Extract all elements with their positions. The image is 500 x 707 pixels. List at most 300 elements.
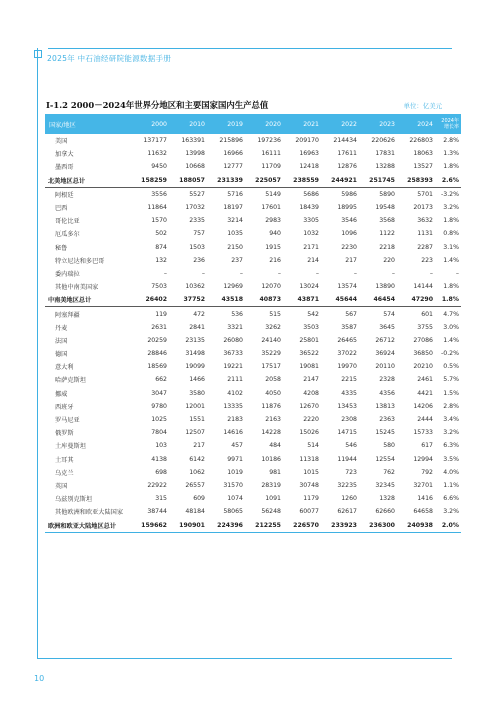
value-cell: 3047: [151, 389, 167, 397]
value-cell: 38744: [147, 508, 167, 516]
value-cell: 2218: [379, 243, 395, 251]
growth-rate-cell: -0.2%: [441, 350, 459, 358]
region-name-cell: 委内瑞拉: [55, 270, 80, 278]
value-cell: 19099: [185, 363, 205, 371]
value-cell: 698: [155, 468, 167, 476]
region-name-cell: 挪威: [55, 390, 68, 398]
value-cell: 26402: [131, 293, 169, 307]
table-body: [45, 134, 461, 532]
value-cell: 1122: [379, 230, 395, 238]
value-cell: 940: [269, 230, 281, 238]
value-cell: 2058: [265, 376, 281, 384]
table-title: I-1.2 2000－2024年世界分地区和主要国家国内生产总值: [46, 100, 269, 110]
value-cell: 36522: [299, 350, 319, 358]
value-cell: 4335: [341, 389, 357, 397]
page-number: 10: [34, 674, 45, 683]
value-cell: 1466: [189, 376, 205, 384]
value-cell: –: [277, 269, 281, 277]
table-row: [45, 134, 461, 147]
value-cell: 197236: [257, 137, 281, 145]
value-cell: 28319: [261, 481, 281, 489]
value-cell: 7503: [151, 283, 167, 291]
header-cell: 2021: [283, 114, 321, 134]
growth-rate-cell: 0.5%: [443, 363, 459, 371]
growth-rate-cell: 2.8%: [443, 402, 459, 410]
region-name-cell: 阿塞拜疆: [55, 311, 80, 319]
growth-rate-cell: -3.2%: [441, 190, 459, 198]
value-cell: 12670: [299, 402, 319, 410]
value-cell: 11318: [299, 455, 319, 463]
value-cell: 580: [383, 442, 395, 450]
value-cell: 13453: [337, 402, 357, 410]
region-name-cell: 欧洲和欧亚大陆地区总计: [45, 518, 131, 532]
growth-rate-cell: 4.0%: [443, 468, 459, 476]
growth-rate-cell: 3.2%: [443, 429, 459, 437]
value-cell: 26712: [375, 336, 395, 344]
value-cell: 515: [269, 310, 281, 318]
growth-rate-cell: 5.7%: [443, 376, 459, 384]
value-cell: 13890: [375, 283, 395, 291]
value-cell: 662: [155, 376, 167, 384]
value-cell: 233923: [321, 518, 359, 532]
value-cell: 224396: [207, 518, 245, 532]
value-cell: 32701: [413, 481, 433, 489]
table-row: [45, 466, 461, 479]
value-cell: 3587: [341, 323, 357, 331]
value-cell: 617: [421, 442, 433, 450]
growth-rate-cell: 3.2%: [443, 204, 459, 212]
region-name-cell: 哥伦比亚: [55, 218, 80, 226]
value-cell: 1091: [265, 495, 281, 503]
value-cell: 217: [345, 256, 357, 264]
value-cell: 12001: [185, 402, 205, 410]
table-header-row: [45, 114, 461, 134]
value-cell: 4138: [151, 455, 167, 463]
value-cell: 40873: [245, 293, 283, 307]
value-cell: 12994: [413, 455, 433, 463]
value-cell: 17601: [261, 204, 281, 212]
table-row: [45, 360, 461, 373]
growth-rate-cell: 3.0%: [443, 323, 459, 331]
table-row: [45, 201, 461, 214]
value-cell: 2220: [303, 416, 319, 424]
value-cell: 13288: [375, 163, 395, 171]
value-cell: 26465: [337, 336, 357, 344]
value-cell: 5716: [227, 190, 243, 198]
value-cell: 7804: [151, 429, 167, 437]
value-cell: 1260: [341, 495, 357, 503]
value-cell: 9450: [151, 163, 167, 171]
value-cell: 1503: [189, 243, 205, 251]
value-cell: 13335: [223, 402, 243, 410]
growth-rate-cell: 1.8%: [443, 163, 459, 171]
region-name-cell: 罗马尼亚: [55, 417, 80, 425]
region-name-cell: 德国: [55, 351, 68, 359]
value-cell: 3321: [227, 323, 243, 331]
running-header: 2025年 中石油经研院能源数据手册: [47, 54, 172, 63]
value-cell: 11709: [261, 163, 281, 171]
value-cell: 1131: [417, 230, 433, 238]
header-cell: 2000: [131, 114, 169, 134]
table-row: [45, 400, 461, 413]
value-cell: 12507: [185, 429, 205, 437]
value-cell: 27086: [413, 336, 433, 344]
value-cell: 1416: [417, 495, 433, 503]
value-cell: 5527: [189, 190, 205, 198]
table-row: [45, 492, 461, 505]
value-cell: 472: [193, 310, 205, 318]
growth-rate-cell: 0.8%: [443, 230, 459, 238]
value-cell: 1570: [151, 217, 167, 225]
left-rule: [37, 48, 38, 658]
value-cell: 1915: [265, 243, 281, 251]
value-cell: 10668: [185, 163, 205, 171]
table-row: [45, 426, 461, 439]
value-cell: 3556: [151, 190, 167, 198]
growth-rate-cell: 2.6%: [435, 174, 461, 188]
value-cell: 13024: [299, 283, 319, 291]
table-row: [45, 373, 461, 386]
value-cell: 2328: [379, 376, 395, 384]
value-cell: 757: [193, 230, 205, 238]
value-cell: 56248: [261, 508, 281, 516]
value-cell: 43518: [207, 293, 245, 307]
value-cell: 18439: [299, 204, 319, 212]
value-cell: 236300: [359, 518, 397, 532]
table-total-row: [45, 293, 461, 307]
value-cell: 1062: [189, 468, 205, 476]
value-cell: 542: [307, 310, 319, 318]
value-cell: 20173: [413, 204, 433, 212]
value-cell: 18197: [223, 204, 243, 212]
header-cell: 2023: [359, 114, 397, 134]
value-cell: 103: [155, 442, 167, 450]
value-cell: 18063: [413, 150, 433, 158]
value-cell: 2287: [417, 243, 433, 251]
value-cell: 45644: [321, 293, 359, 307]
value-cell: –: [315, 269, 319, 277]
value-cell: 2150: [227, 243, 243, 251]
value-cell: 2335: [189, 217, 205, 225]
value-cell: 1074: [227, 495, 243, 503]
value-cell: 216: [269, 256, 281, 264]
value-cell: 502: [155, 230, 167, 238]
value-cell: 14228: [261, 429, 281, 437]
table-row: [45, 227, 461, 240]
value-cell: 2841: [189, 323, 205, 331]
header-cell: 2022: [321, 114, 359, 134]
value-cell: 28846: [147, 350, 167, 358]
value-cell: 17517: [261, 363, 281, 371]
value-cell: 14616: [223, 429, 243, 437]
growth-rate-cell: 1.3%: [443, 150, 459, 158]
region-name-cell: 巴西: [55, 205, 68, 213]
region-name-cell: 秘鲁: [55, 244, 68, 252]
table-row: [45, 439, 461, 452]
value-cell: 4356: [379, 389, 395, 397]
value-cell: 132: [155, 256, 167, 264]
value-cell: 11876: [261, 402, 281, 410]
value-cell: 20259: [147, 336, 167, 344]
value-cell: 214: [307, 256, 319, 264]
table-row: [45, 453, 461, 466]
growth-rate-cell: 1.8%: [443, 217, 459, 225]
header-cell: 2024年增长率: [435, 114, 461, 134]
value-cell: 574: [383, 310, 395, 318]
value-cell: 10362: [185, 283, 205, 291]
value-cell: 484: [269, 442, 281, 450]
value-cell: 2461: [417, 376, 433, 384]
value-cell: 3262: [265, 323, 281, 331]
value-cell: 36733: [223, 350, 243, 358]
region-name-cell: 其他中南美国家: [55, 284, 99, 292]
value-cell: 209170: [295, 137, 319, 145]
region-name-cell: 英国: [55, 482, 68, 490]
value-cell: 214434: [333, 137, 357, 145]
value-cell: 16111: [261, 150, 281, 158]
value-cell: 18995: [337, 204, 357, 212]
growth-rate-cell: 4.7%: [443, 310, 459, 318]
table-total-row: [45, 518, 461, 532]
growth-rate-cell: 2.0%: [435, 518, 461, 532]
value-cell: 137177: [143, 137, 167, 145]
value-cell: 24140: [261, 336, 281, 344]
value-cell: 5149: [265, 190, 281, 198]
value-cell: 240938: [397, 518, 435, 532]
value-cell: 546: [345, 442, 357, 450]
region-name-cell: 丹麦: [55, 324, 68, 332]
value-cell: 1019: [227, 468, 243, 476]
value-cell: –: [163, 269, 167, 277]
value-cell: 35229: [261, 350, 281, 358]
value-cell: 19221: [223, 363, 243, 371]
value-cell: 32235: [337, 481, 357, 489]
value-cell: 60077: [299, 508, 319, 516]
region-name-cell: 加拿大: [55, 151, 74, 159]
value-cell: 258393: [397, 174, 435, 188]
region-name-cell: 北美地区总计: [45, 174, 131, 188]
value-cell: 5890: [379, 190, 395, 198]
region-name-cell: 西班牙: [55, 403, 74, 411]
value-cell: 2147: [303, 376, 319, 384]
value-cell: 19970: [337, 363, 357, 371]
table-row: [45, 187, 461, 201]
value-cell: 3214: [227, 217, 243, 225]
value-cell: 2171: [303, 243, 319, 251]
region-name-cell: 其他欧洲和欧亚大陆国家: [55, 509, 124, 517]
growth-rate-cell: 2.8%: [443, 137, 459, 145]
value-cell: 12418: [299, 163, 319, 171]
value-cell: 11864: [147, 204, 167, 212]
value-cell: 14206: [413, 402, 433, 410]
value-cell: 1035: [227, 230, 243, 238]
growth-rate-cell: 6.6%: [443, 495, 459, 503]
table-row: [45, 387, 461, 400]
region-name-cell: 中南美地区总计: [45, 293, 131, 307]
table-row: [45, 307, 461, 321]
table-row: [45, 334, 461, 347]
top-rule: [48, 48, 452, 49]
value-cell: 37752: [169, 293, 207, 307]
value-cell: 16966: [223, 150, 243, 158]
region-name-cell: 墨西哥: [55, 164, 74, 172]
value-cell: 62660: [375, 508, 395, 516]
value-cell: –: [429, 269, 433, 277]
value-cell: 792: [421, 468, 433, 476]
value-cell: 15245: [375, 429, 395, 437]
value-cell: 3546: [341, 217, 357, 225]
value-cell: 12777: [223, 163, 243, 171]
value-cell: 223: [421, 256, 433, 264]
gdp-table: [45, 114, 461, 533]
value-cell: 119: [155, 310, 167, 318]
value-cell: 2230: [341, 243, 357, 251]
value-cell: 2163: [265, 416, 281, 424]
value-cell: 237: [231, 256, 243, 264]
header-cell: 国家/地区: [45, 114, 131, 134]
value-cell: 25801: [299, 336, 319, 344]
value-cell: 30748: [299, 481, 319, 489]
value-cell: 536: [231, 310, 243, 318]
value-cell: 5986: [341, 190, 357, 198]
value-cell: 19081: [299, 363, 319, 371]
region-name-cell: 土耳其: [55, 456, 74, 464]
value-cell: 1015: [303, 468, 319, 476]
value-cell: –: [353, 269, 357, 277]
table-total-row: [45, 174, 461, 188]
value-cell: –: [239, 269, 243, 277]
value-cell: 12554: [375, 455, 395, 463]
value-cell: 13527: [413, 163, 433, 171]
value-cell: 22922: [147, 481, 167, 489]
header-cell: 2019: [207, 114, 245, 134]
growth-rate-cell: 1.8%: [435, 293, 461, 307]
table-row: [45, 347, 461, 360]
value-cell: 212255: [245, 518, 283, 532]
value-cell: 14715: [337, 429, 357, 437]
value-cell: 215896: [219, 137, 243, 145]
value-cell: 217: [193, 442, 205, 450]
value-cell: 3755: [417, 323, 433, 331]
value-cell: 3645: [379, 323, 395, 331]
growth-rate-cell: –: [455, 269, 459, 277]
region-name-cell: 特立尼达和多巴哥: [55, 257, 105, 265]
value-cell: 5701: [417, 190, 433, 198]
value-cell: 12070: [261, 283, 281, 291]
value-cell: 26557: [185, 481, 205, 489]
value-cell: 20110: [375, 363, 395, 371]
value-cell: 601: [421, 310, 433, 318]
value-cell: 2444: [417, 416, 433, 424]
value-cell: 26080: [223, 336, 243, 344]
value-cell: 9780: [151, 402, 167, 410]
value-cell: 4050: [265, 389, 281, 397]
value-cell: 238559: [283, 174, 321, 188]
table-row: [45, 241, 461, 254]
value-cell: 31570: [223, 481, 243, 489]
table-row: [45, 267, 461, 280]
growth-rate-cell: 3.1%: [443, 243, 459, 251]
value-cell: 14144: [413, 283, 433, 291]
value-cell: 163391: [181, 137, 205, 145]
value-cell: 31498: [185, 350, 205, 358]
region-name-cell: 厄瓜多尔: [55, 231, 80, 239]
value-cell: 17032: [185, 204, 205, 212]
value-cell: 231339: [207, 174, 245, 188]
value-cell: 3568: [379, 217, 395, 225]
value-cell: 5686: [303, 190, 319, 198]
value-cell: 4421: [417, 389, 433, 397]
corner-marker-icon: [34, 50, 42, 58]
growth-rate-cell: 1.5%: [443, 389, 459, 397]
value-cell: 4208: [303, 389, 319, 397]
value-cell: 220: [383, 256, 395, 264]
value-cell: 2183: [227, 416, 243, 424]
value-cell: 236: [193, 256, 205, 264]
value-cell: 16963: [299, 150, 319, 158]
header-cell: 2010: [169, 114, 207, 134]
value-cell: 567: [345, 310, 357, 318]
value-cell: 190901: [169, 518, 207, 532]
value-cell: 37022: [337, 350, 357, 358]
value-cell: 2631: [151, 323, 167, 331]
region-name-cell: 土库曼斯坦: [55, 443, 86, 451]
growth-rate-cell: 3.5%: [443, 455, 459, 463]
table-row: [45, 321, 461, 334]
header-cell: 2020: [245, 114, 283, 134]
region-name-cell: 法国: [55, 337, 68, 345]
value-cell: 226803: [409, 137, 433, 145]
value-cell: 762: [383, 468, 395, 476]
value-cell: 20210: [413, 363, 433, 371]
value-cell: 1328: [379, 495, 395, 503]
value-cell: 23135: [185, 336, 205, 344]
value-cell: 2308: [341, 416, 357, 424]
growth-rate-cell: 3.4%: [443, 416, 459, 424]
value-cell: 13574: [337, 283, 357, 291]
value-cell: 15733: [413, 429, 433, 437]
value-cell: 609: [193, 495, 205, 503]
growth-rate-cell: 6.3%: [443, 442, 459, 450]
value-cell: 226570: [283, 518, 321, 532]
value-cell: 3503: [303, 323, 319, 331]
value-cell: 1096: [341, 230, 357, 238]
growth-rate-cell: 1.1%: [443, 481, 459, 489]
value-cell: 32345: [375, 481, 395, 489]
value-cell: 2111: [227, 376, 243, 384]
value-cell: 48184: [185, 508, 205, 516]
value-cell: 18569: [147, 363, 167, 371]
value-cell: 3632: [417, 217, 433, 225]
region-name-cell: 乌克兰: [55, 469, 74, 477]
region-name-cell: 阿根廷: [55, 191, 74, 199]
value-cell: 723: [345, 468, 357, 476]
value-cell: 12969: [223, 283, 243, 291]
value-cell: 4102: [227, 389, 243, 397]
header-cell: 2024: [397, 114, 435, 134]
value-cell: 11944: [337, 455, 357, 463]
region-name-cell: 哈萨克斯坦: [55, 377, 86, 385]
value-cell: 13813: [375, 402, 395, 410]
value-cell: –: [391, 269, 395, 277]
value-cell: 3305: [303, 217, 319, 225]
value-cell: 47290: [397, 293, 435, 307]
value-cell: 251745: [359, 174, 397, 188]
table-row: [45, 280, 461, 293]
table-row: [45, 413, 461, 426]
value-cell: 12876: [337, 163, 357, 171]
value-cell: –: [201, 269, 205, 277]
